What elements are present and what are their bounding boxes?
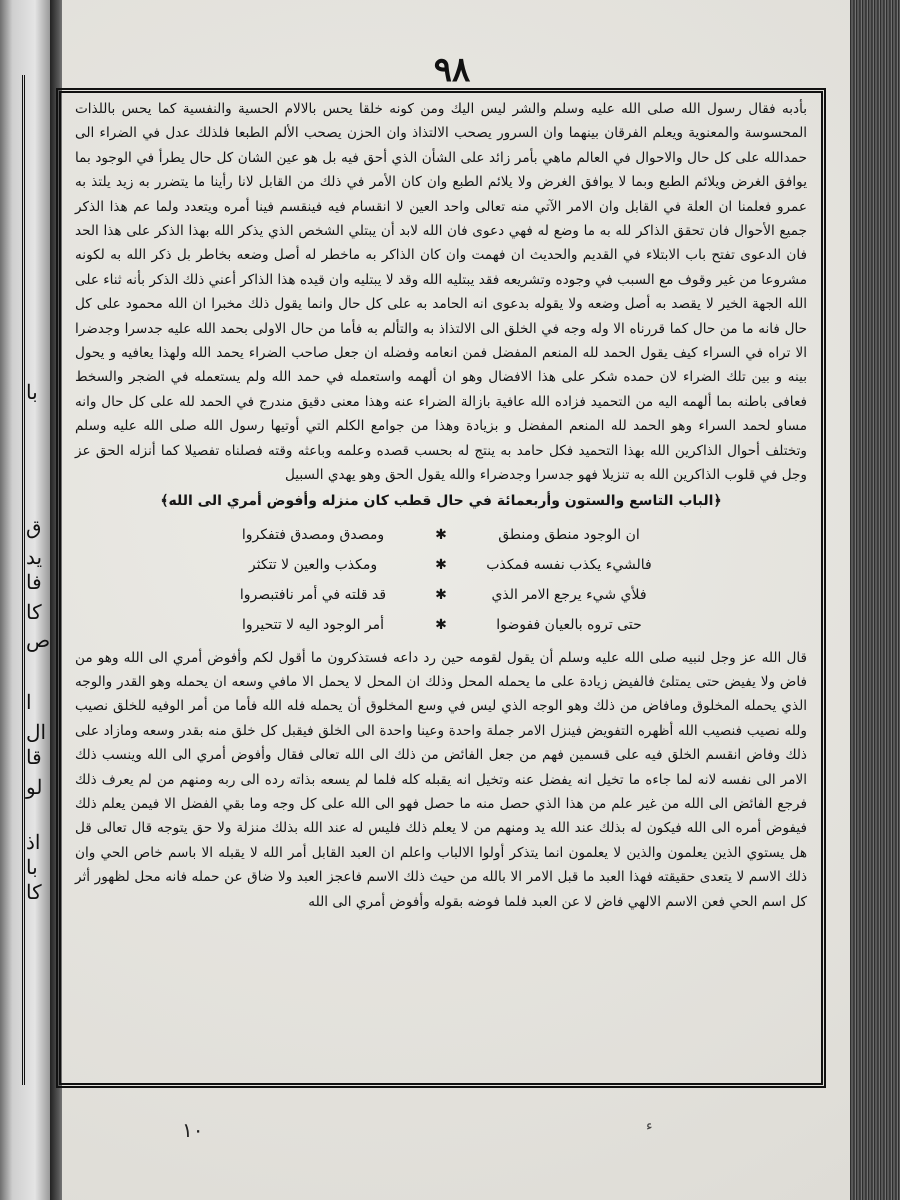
footer-mark: ء: [646, 1118, 653, 1134]
poem-verse: [75, 520, 807, 550]
book-page-edges: [850, 0, 900, 1200]
poem-hemistich: حتى تروه بالعيان ففوضوا: [496, 616, 642, 633]
verse-separator-icon: ✱: [435, 526, 447, 543]
poem-verse: [75, 580, 807, 610]
poem-hemistich: ومصدق ومصدق فتفكروا: [241, 526, 385, 543]
verse-separator-icon: ✱: [435, 616, 447, 633]
poem-hemistich: فلأي شيء يرجع الامر الذي: [491, 586, 647, 603]
poem-hemistich: قد قلته في أمر نافتبصروا: [239, 586, 387, 603]
paragraph-main-2: قال الله عز وجل لنبيه صلى الله عليه وسلم أن يقول لقومه حين رد داعه فستذكرون ما أقول لكم وأفوض أمري الى الله وهو من فاض ولا يفيض حتى يمتلئ فالفيض زيادة على ما يحمله المحل وذلك ان المحل لا يحمل الا مافي وسعه ان يحمله وهو القدر والوجه الذي يحمله المخلوق ومافاض من ذلك وهو الوجه الذي ليس في وسع المخلوق أن يحمله فله الله فأما من أمر الوفيه للخلق نصيب ولله نصيب فنصيب الله أظهره التفويض فينزل الامر جملة واحدة وعينا واحدة الى الخلق فيقبل كل خلق منه بقدر وسعه ومازاد على ذلك وفاض انقسم الخلق فيه على قسمين فهم من جعل الفائض من ذلك الى الله تعالى فقال وأفوض أمري الى الله وينسب ذلك الامر الى نفسه لانه لما جاءه ما تخيل انه يفضل عنه وتخيل انه يقبله كله فلما لم يسعه بذاته رده الى ربه ومنهم من لم يعرف ذلك فرجع الفائض الى الله من غير علم من هذا الذي حصل منه ما حصل فهو الى الله على كل وجه وما بقي الفضل الا فيمن يعلم ذلك فيفوض أمره الى الله فيكون له بذلك عند الله يد ومنهم من لا يعلم ذلك فليس له عند الله بذلك منزلة ولا حق يتوجه قال تعالى قل هل يستوي الذين يعلمون والذين لا يعلمون انما يتذكر أولوا الالباب واعلم ان العبد القابل أمر الله لا يقبله الا باسم خاص الحي وان ذلك الاسم لا يتعدى حقيقته فهذا العبد ما قبل الامر الا بالله من حيث ذلك الاسم فاعجز العبد ولا ضاق عن حمله فانه محل لظهور أثر كل اسم الحي فعن الاسم الالهي فاض لا عن العبد فلما فوضه بقوله وأفوض أمري الى الله: [75, 649, 807, 910]
facing-page-frame: [0, 75, 25, 1085]
facing-page-fragment: يد: [26, 545, 43, 569]
facing-page-fragment: ص: [26, 628, 50, 652]
poem-verse: [75, 610, 807, 640]
poem-hemistich: أمر الوجود اليه لا تتحيروا: [241, 616, 385, 633]
facing-page: [0, 0, 50, 1200]
page-number: ٩٨: [433, 50, 471, 90]
verse-separator-icon: ✱: [435, 556, 447, 573]
book-page: [62, 0, 850, 1200]
text-frame: [56, 88, 826, 1088]
facing-page-fragment: اذ: [26, 830, 41, 854]
facing-page-fragment: ا: [26, 690, 32, 714]
poem: [75, 520, 807, 640]
paragraph-main-1: بأدبه فقال رسول الله صلى الله عليه وسلم والشر ليس اليك ومن كونه خلقا يحس بالالام الحسية والنفسية كما يحس باللذات المحسوسة والمعنوية ويعلم الفرقان بينهما وان السرور يصحب الالتذاذ وان الحزن يصحب الألم الطبعا فلذلك عدل في الضراء الى حمدالله على كل حال والاحوال في العالم ماهي بأمر زائد على الشأن الذي أحق فيه بل هو عين الشان كل حال يطرأ في الوجود بما يوافق الغرض ويلائم الطبع وبما لا يوافق الغرض ولا يلائم الطبع وان كان الأمر في ذلك من القابل لانا رأينا ما يتضرر به زيد يلتذ به عمرو فعلمنا ان العلة في القابل وان الامر الآتي منه تعالى واحد العين لا انقسام فيه فينقسم فينا أمره ويتعدد ولما عم هذا الذكر جميع الأحوال فان تحقق الذاكر لله به ما وضع له فهي دعوى فان الله لابد أن يبتلي الشخص الذي يذكر الله بهذا الذكر على هذا الحد فان الدعوى تفتح باب الابتلاء في القديم والحديث ان فهمت وان كان الذاكر به ماخطر له أصل وضعه بخاطر بل ذكر الله به لكونه مشروعا من غير وقوف مع السبب في وجوده وتشريعه فقد يبتليه الله وقد لا يبتليه وان قيده هذا الذاكر أعني ذلك الذكر بأنه ثناء على الله الجهة الخير لا يقصد به أصل وضعه ولا يقوله بدعوى انه الحامد به على كل حال وانما يقول ذلك مخبرا ان الله محمود على كل حال فانه ما من حال كما قررناه الا وله وجه في الخلق الى الالتذاذ به والتألم به فأما من حال الاولى بحمد الله عليه جدسرا وجدضرا الا تراه في السراء كيف يقول الحمد لله المنعم المفضل فمن انعامه وفضله ان جعل صاحب الضراء يحمد الله ولهذا يعافيه و يحول بينه و بين تلك الضراء لان حمده شكر على هذا الافضال وهو ان ألهمه واستعمله في حمد الله ولم يستعمله في الضجر والسخط فعافى باطنه بما ألهمه اليه من التحميد فزاده الله عافية بازالة الضراء عنه وهذا معنى دقيق مندرج في الحمد لله على كل حال وانه مساو لحمد السراء وهو الحمد لله المنعم المفضل و بزيادة وهذا من جوامع الكلم التي أوتيها رسول الله صلى الله عليه وسلم وتختلف أحوال الذاكرين الله بهذا التحميد فكل حامد به ينتج له بحسب قصده وعلمه وباعثه وقته فصلناه تفصيلا كما أنزله الحق عز وجل في قلوب الذاكرين الله به تنزيلا فهو جدسرا وجدضراء والله يقول الحق وهو يهدي السبيل: [75, 101, 807, 484]
poem-hemistich: ان الوجود منطق ومنطق: [498, 526, 640, 543]
chapter-title: ﴿الباب التاسع والستون وأربعمائة في حال قطب كان منزله وأفوض أمري الى الله﴾: [160, 492, 722, 509]
poem-hemistich: ومكذب والعين لا تتكثر: [248, 556, 378, 573]
facing-page-fragment: فا: [26, 570, 42, 594]
facing-page-fragment: لو: [26, 775, 43, 799]
facing-page-fragment: با: [26, 380, 38, 404]
facing-page-fragment: ق: [26, 515, 42, 539]
facing-page-fragment: با: [26, 855, 38, 879]
facing-page-fragment: كا: [26, 600, 42, 624]
poem-hemistich: فالشيء يكذب نفسه فمكذب: [486, 556, 652, 573]
signature-mark: ١٠: [182, 1118, 204, 1142]
facing-page-fragment: قا: [26, 745, 42, 769]
facing-page-fragment: ال: [26, 720, 47, 744]
poem-verse: [75, 550, 807, 580]
text-block: [65, 97, 817, 1079]
facing-page-fragment: كا: [26, 880, 42, 904]
verse-separator-icon: ✱: [435, 586, 447, 603]
